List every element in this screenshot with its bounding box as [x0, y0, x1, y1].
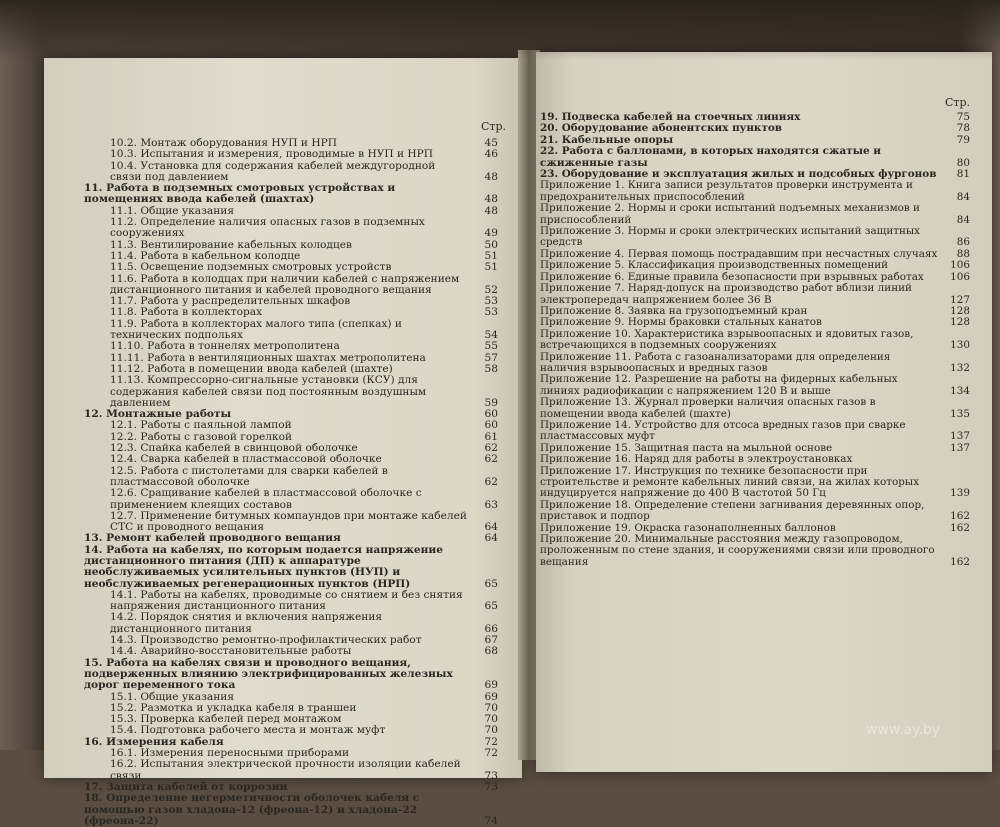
toc-entry-title: 11.8. Работа в коллекторах: [110, 306, 263, 319]
toc-entry-page: 59: [484, 396, 498, 409]
toc-entry-title: Приложение 6. Единые правила безопасности при взрывных работах: [540, 270, 924, 283]
toc-entry-title: 11.9. Работа в коллекторах малого типа (спепках) и технических подпольях: [110, 317, 402, 342]
toc-entry-page: 53: [484, 306, 498, 319]
toc-entry: [84, 532, 498, 545]
toc-entry-title: 11.4. Работа в кабельном колодце: [110, 249, 301, 262]
toc-entry-title: 18. Определение негерметичности оболочек кабеля с помощью газов хладона-12 (фреона-12) и хладона-22 (фреона-22): [84, 792, 420, 827]
toc-entry-title: 21. Кабельные опоры: [540, 133, 674, 146]
toc-entry-page: 49: [484, 227, 498, 240]
toc-entry: [84, 543, 498, 590]
toc-entry: [84, 656, 498, 692]
toc-entry-page: 46: [484, 148, 498, 161]
toc-entry: [90, 590, 498, 613]
toc-entry: [90, 511, 498, 534]
toc-entry-title: Приложение 7. Наряд-допуск на производство работ вблизи линий электропередач напряжением более 36 В: [540, 282, 912, 306]
toc-entry: [90, 149, 498, 160]
toc-entry-title: 15.2. Размотка и укладка кабеля в траншеи: [110, 701, 357, 714]
toc-entry-title: 22. Работа с баллонами, в которых находятся сжатые и сжиженные газы: [540, 145, 881, 169]
toc-entry-title: 14.1. Работы на кабелях, проводимые со снятием и без снятия напряжения дистанционного питания: [110, 588, 463, 613]
toc-entry-title: 14.3. Производство ремонтно-профилактических работ: [110, 634, 422, 647]
toc-entry: [540, 500, 970, 523]
toc-entry-page: 162: [950, 555, 970, 568]
toc-entry-title: 17. Защита кабелей от коррозии: [84, 780, 288, 793]
toc-entry-page: 73: [484, 769, 498, 782]
toc-entry-title: 11.2. Определение наличия опасных газов в подземных сооружениях: [110, 216, 425, 240]
toc-entry: [540, 466, 970, 500]
toc-entry-page: 135: [950, 407, 970, 420]
toc-entry: [540, 146, 970, 169]
watermark: www.ay.by: [865, 722, 940, 738]
toc-left: [84, 137, 498, 827]
toc-entry: [84, 792, 498, 827]
toc-entry-page: 78: [956, 122, 970, 135]
toc-entry-page: 162: [950, 510, 970, 523]
toc-entry-title: Приложение 16. Наряд для работы в электроустановках: [540, 453, 853, 466]
toc-entry-title: 11.6. Работа в колодцах при наличии кабелей с напряжением дистанционного питания и кабелей проводного вещания: [110, 272, 460, 296]
toc-entry: [90, 488, 498, 511]
toc-entry-title: Приложение 10. Характеристика взрывоопасных и ядовитых газов, встречающихся в подземных сооружениях: [540, 327, 914, 352]
toc-entry: [90, 759, 498, 782]
toc-entry-page: 48: [484, 170, 498, 183]
toc-entry-page: 45: [484, 137, 498, 149]
toc-entry: [540, 180, 970, 203]
toc-entry-page: 137: [950, 430, 970, 443]
toc-entry: [90, 161, 498, 184]
toc-entry-page: 81: [956, 168, 970, 181]
toc-entry-title: Приложение 1. Книга записи результатов проверки инструмента и предохранительных приспособлений: [540, 179, 913, 203]
toc-entry-page: 70: [484, 724, 498, 737]
page-column-header: Стр.: [944, 96, 970, 109]
toc-entry-page: 132: [950, 361, 970, 374]
toc-entry-page: 128: [950, 316, 970, 329]
toc-entry-title: Приложение 11. Работа с газоанализаторами для определения наличия взрывоопасных и вредных газов: [540, 350, 891, 374]
toc-entry-title: 11.12. Работа в помещении ввода кабелей (шахте): [110, 362, 393, 375]
toc-entry: [540, 420, 970, 443]
toc-entry-title: Приложение 8. Заявка на грузоподъемный кран: [540, 304, 808, 317]
toc-entry-page: 80: [956, 156, 970, 169]
toc-entry-title: 15.1. Общие указания: [110, 690, 235, 703]
toc-entry-title: 11.5. Освещение подземных смотровых устройств: [110, 261, 392, 274]
toc-entry: [540, 454, 970, 465]
toc-entry-title: 15.4. Подготовка рабочего места и монтаж муфт: [110, 724, 386, 737]
toc-entry-title: 11.13. Компрессорно-сигнальные установки (КСУ) для содержания кабелей связи под постоянным воздушным давлением: [110, 374, 427, 409]
toc-entry-page: 54: [484, 329, 498, 342]
toc-entry-page: 75: [956, 111, 970, 123]
toc-entry-page: 53: [484, 295, 498, 308]
toc-entry-title: 14.2. Порядок снятия и включения напряжения дистанционного питания: [110, 611, 383, 635]
toc-entry: [90, 341, 498, 352]
toc-entry-title: 12.1. Работы с паяльной лампой: [110, 419, 292, 432]
toc-entry: [540, 317, 970, 328]
toc-entry-title: 12. Монтажные работы: [84, 408, 232, 421]
toc-entry: [90, 217, 498, 240]
toc-entry-title: 23. Оборудование и эксплуатация жилых и подсобных фургонов: [540, 168, 937, 181]
toc-entry-page: 62: [484, 442, 498, 455]
toc-entry: [540, 397, 970, 420]
toc-entry-page: 51: [484, 249, 498, 262]
toc-entry-title: Приложение 13. Журнал проверки наличия опасных газов в помещении ввода кабелей (шахте): [540, 396, 876, 420]
toc-entry-title: 13. Ремонт кабелей проводного вещания: [84, 532, 341, 545]
toc-entry-page: 62: [484, 453, 498, 466]
toc-entry-title: Приложение 15. Защитная паста на мыльной основе: [540, 441, 833, 454]
toc-entry-page: 64: [484, 521, 498, 534]
toc-entry-page: 60: [484, 419, 498, 432]
toc-entry: [90, 274, 498, 297]
toc-entry-page: 139: [950, 487, 970, 500]
toc-entry-page: 65: [484, 577, 498, 590]
toc-entry-page: 130: [950, 339, 970, 352]
toc-entry-title: Приложение 3. Нормы и сроки электрических испытаний защитных средств: [540, 225, 921, 249]
toc-entry-page: 65: [484, 600, 498, 613]
toc-entry-title: 10.4. Установка для содержания кабелей междугородной связи под давлением: [110, 159, 436, 183]
toc-right: [540, 112, 970, 568]
toc-entry-page: 69: [484, 690, 498, 703]
toc-entry: [90, 646, 498, 657]
toc-entry-page: 55: [484, 340, 498, 353]
toc-entry-title: Приложение 18. Определение степени загнивания деревянных опор, приставок и подпор: [540, 498, 925, 523]
toc-entry-page: 88: [956, 247, 970, 260]
toc-entry-page: 48: [484, 204, 498, 217]
toc-entry: [90, 466, 498, 489]
toc-entry-page: 72: [484, 735, 498, 748]
toc-entry: [90, 454, 498, 465]
toc-entry: [540, 260, 970, 271]
toc-entry-title: 20. Оборудование абонентских пунктов: [540, 122, 783, 135]
toc-entry-title: 16.1. Измерения переносными приборами: [110, 747, 350, 760]
toc-entry-page: 128: [950, 304, 970, 317]
toc-entry-page: 86: [956, 236, 970, 249]
toc-entry: [540, 352, 970, 375]
toc-entry-title: Приложение 12. Разрешение на работы на фидерных кабельных линиях радиофикации с напряжением 120 В и выше: [540, 373, 898, 397]
toc-entry-title: 19. Подвеска кабелей на стоечных линиях: [540, 111, 801, 123]
toc-entry-title: 11.1. Общие указания: [110, 204, 235, 217]
toc-entry-title: 12.7. Применение битумных компаундов при монтаже кабелей СТС и проводного вещания: [110, 509, 467, 534]
toc-entry-title: Приложение 17. Инструкция по технике безопасности при строительстве и ремонте кабельных линий связи, на жилах которых индуцируется напряжение до 400 В частотой 50 Гц: [540, 464, 920, 500]
toc-entry: [540, 283, 970, 306]
toc-entry-title: 10.2. Монтаж оборудования НУП и НРП: [110, 137, 337, 149]
toc-entry-title: Приложение 19. Окраска газонаполненных баллонов: [540, 521, 836, 534]
right-page: [536, 52, 992, 772]
toc-entry-title: 10.3. Испытания и измерения, проводимые в НУП и НРП: [110, 148, 434, 161]
toc-entry-title: 11.11. Работа в вентиляционных шахтах метрополитена: [110, 351, 426, 364]
toc-entry: [540, 534, 970, 568]
toc-entry: [90, 262, 498, 273]
toc-entry: [540, 329, 970, 352]
toc-entry-page: 66: [484, 622, 498, 635]
toc-entry-page: 51: [484, 261, 498, 274]
toc-entry-page: 50: [484, 238, 498, 251]
toc-entry-page: 70: [484, 701, 498, 714]
toc-entry-title: 16.2. Испытания электрической прочности изоляции кабелей связи: [110, 758, 461, 782]
toc-entry: [90, 612, 498, 635]
toc-entry-title: 11.3. Вентилирование кабельных колодцев: [110, 238, 352, 251]
toc-entry-page: 74: [484, 814, 498, 827]
toc-entry-title: 12.6. Сращивание кабелей в пластмассовой оболочке с применением клеящих составов: [110, 487, 422, 511]
toc-entry-title: 11.7. Работа у распределительных шкафов: [110, 295, 351, 308]
toc-entry: [84, 182, 498, 206]
toc-entry-title: Приложение 4. Первая помощь пострадавшим при несчастных случаях: [540, 247, 938, 260]
toc-entry-page: 106: [950, 259, 970, 272]
toc-entry-title: 11.10. Работа в тоннелях метрополитена: [110, 340, 340, 353]
toc-entry-page: 52: [484, 283, 498, 296]
toc-entry-title: 16. Измерения кабеля: [84, 735, 224, 748]
toc-entry-title: Приложение 9. Нормы браковки стальных канатов: [540, 316, 822, 329]
toc-entry-title: 15.3. Проверка кабелей перед монтажом: [110, 713, 342, 726]
toc-entry-page: 70: [484, 713, 498, 726]
toc-entry-page: 60: [484, 408, 498, 421]
toc-entry-page: 127: [950, 293, 970, 306]
toc-entry-page: 73: [484, 780, 498, 793]
toc-entry-page: 79: [956, 133, 970, 146]
toc-entry-page: 106: [950, 270, 970, 283]
toc-entry-title: 15. Работа на кабелях связи и проводного вещания, подверженных влиянию электрифицированных железных дорог переменного тока: [84, 656, 453, 692]
left-page: [44, 58, 522, 827]
toc-entry-page: 84: [956, 213, 970, 226]
toc-entry-title: Приложение 5. Классификация производственных помещений: [540, 259, 889, 272]
toc-entry-title: 14. Работа на кабелях, по которым подается напряжение дистанционного питания (ДП) к аппаратуре необслуживаемых усилительных пунктов (НУП) и необслуживаемых регенерационных пунктов (НРП): [84, 543, 443, 590]
toc-entry-page: 63: [484, 498, 498, 511]
toc-entry-title: 14.4. Аварийно-восстановительные работы: [110, 645, 352, 658]
toc-entry: [90, 319, 498, 342]
toc-entry-page: 162: [950, 521, 970, 534]
toc-entry-page: 72: [484, 747, 498, 760]
toc-entry-page: 48: [484, 193, 498, 206]
toc-entry-title: 12.5. Работа с пистолетами для сварки кабелей в пластмассовой оболочке: [110, 464, 388, 488]
toc-entry-title: Приложение 20. Минимальные расстояния между газопроводом, проложенным по стене здания, и сооружениями связи или проводного вещания: [540, 533, 935, 568]
toc-entry-title: Приложение 14. Устройство для отсоса вредных газов при сварке пластмассовых муфт: [540, 418, 906, 443]
toc-entry-page: 69: [484, 679, 498, 692]
toc-entry: [540, 203, 970, 226]
toc-entry-title: 12.3. Спайка кабелей в свинцовой оболочке: [110, 442, 358, 455]
toc-entry-page: 62: [484, 475, 498, 488]
toc-entry-page: 61: [484, 430, 498, 443]
toc-entry-page: 57: [484, 351, 498, 364]
toc-entry-page: 134: [950, 384, 970, 397]
toc-entry-page: 137: [950, 441, 970, 454]
toc-entry: [90, 375, 498, 409]
toc-entry: [540, 374, 970, 397]
toc-entry-page: 68: [484, 645, 498, 658]
toc-entry-page: 64: [484, 532, 498, 545]
toc-entry-title: 12.4. Сварка кабелей в пластмассовой оболочке: [110, 453, 382, 466]
toc-entry-page: 84: [956, 190, 970, 203]
toc-entry: [540, 226, 970, 249]
page-column-header: Стр.: [480, 120, 506, 133]
toc-entry-page: 67: [484, 634, 498, 647]
toc-entry-page: 58: [484, 362, 498, 375]
toc-entry-title: Приложение 2. Нормы и сроки испытаний подъемных механизмов и приспособлений: [540, 202, 920, 226]
toc-entry-title: 12.2. Работы с газовой горелкой: [110, 430, 293, 443]
toc-entry-title: 11. Работа в подземных смотровых устройствах и помещениях ввода кабелей (шахтах): [84, 182, 396, 206]
